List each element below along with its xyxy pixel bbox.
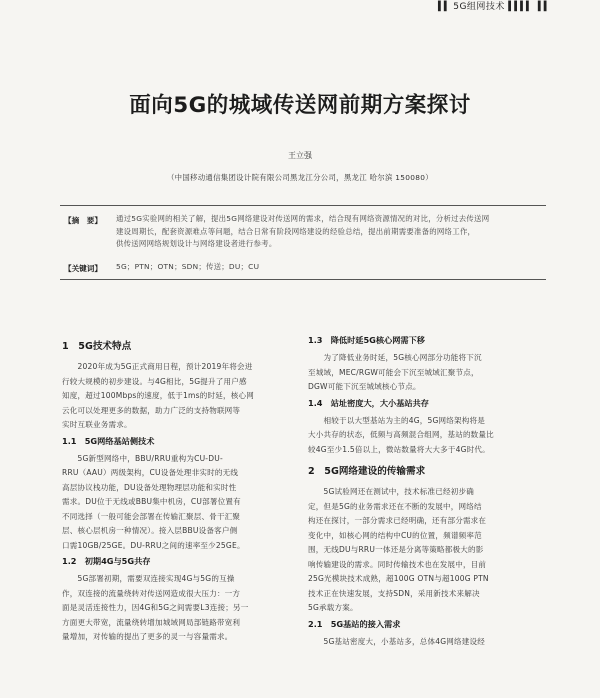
subsection-heading: 1.4 站址密度大，大小基站共存: [308, 397, 429, 408]
abstract-top-rule: [60, 205, 546, 206]
paragraph-line: 方面更大带宽，流量绕转增加城域网局部链路带宽利: [62, 617, 241, 627]
keywords-label: 【关键词】: [64, 264, 102, 273]
subsection-heading: 1.3 降低时延5G核心网需下移: [308, 335, 425, 345]
paragraph-line: 高层协议栈功能，DU设备处理物理层功能和实时性: [62, 482, 237, 492]
paragraph-line: 5G新型网络中，BBU/RRU重构为CU-DU-: [62, 453, 223, 463]
abstract-label: 【摘 要】: [64, 216, 102, 225]
body-paragraph: [308, 351, 546, 395]
body-paragraph: [308, 485, 546, 616]
left-column: [62, 332, 296, 648]
paragraph-line: 需求。DU位于无线或BBU集中机房，CU部署位置有: [62, 497, 241, 506]
paragraph-line: 响传输建设的需求。同时传输技术也在发展中，目前: [308, 559, 487, 569]
paragraph-line: 变化中，如核心网的结构中CU的位置，频谱频率范: [308, 530, 482, 540]
paper-title: 面向5G的城域传送网前期方案探讨: [129, 93, 471, 118]
paragraph-line: 面是灵活连接性力，因4G和5G之间需要L3连接；另一: [62, 603, 249, 612]
subsection-heading: 1.1 5G网络基站侧技术: [62, 435, 155, 446]
paragraph-line: 技术正在快速发展，支持SDN，采用新技术来解决: [308, 588, 480, 598]
abstract-line: 建设周期长，配套资源难点等问题，结合日常有阶段网络建设的经验总结，提出前期需要准备的网络工作，: [116, 226, 476, 236]
abstract-line: 供传送网网络规划设计与网络建设者进行参考。: [116, 239, 277, 248]
header-marks-right: ▌▌▌▌ ▌▌: [508, 2, 550, 12]
body-paragraph: [62, 360, 296, 433]
subsection-heading: 2.1 5G基站的接入需求: [308, 618, 401, 629]
paragraph-line: 实时互联业务需求。: [62, 420, 132, 429]
section-heading: 1 5G技术特点: [62, 341, 132, 352]
abstract-line: 通过5G实验网的相关了解，提出5G网络建设对传送网的需求，结合现有网络资源情况的对比，分析过去传送网: [116, 214, 490, 223]
paragraph-line: 为了降低业务时延，5G核心网部分功能将下沉: [308, 353, 482, 362]
author-affiliation: （中国移动通信集团设计院有限公司黑龙江分公司，黑龙江 哈尔滨 150080）: [166, 173, 434, 182]
paragraph-line: 层、核心层机房一种情况）。接入层BBU设备客户侧: [62, 526, 238, 535]
running-header: [438, 0, 600, 14]
header-section-tag: 5G组网技术: [453, 2, 505, 12]
paragraph-line: 大小共存的状态，低频与高频混合组网，基站的数量比: [308, 430, 494, 439]
paragraph-line: 不同选择（一般可能会部署在传输汇聚层、骨干汇聚: [62, 511, 241, 521]
author-name: 王立强: [288, 151, 312, 160]
header-marks-left: ▌▌: [438, 2, 450, 12]
paragraph-line: 25G光模块技术成熟，超100G OTN与超100G PTN: [308, 574, 489, 583]
section-heading: 2 5G网络建设的传输需求: [308, 466, 426, 477]
paragraph-line: 口需10GB/25GE。DU-RRU之间的速率至少25GE。: [62, 540, 245, 550]
body-paragraph: [308, 635, 546, 650]
paragraph-line: 构还在探讨，一部分需求已经明确，还有部分需求在: [308, 516, 487, 525]
paragraph-line: 5G承载方案。: [308, 603, 358, 612]
paragraph-line: 相较于以大型基站为主的4G，5G网络架构将是: [308, 415, 486, 425]
paragraph-line: 5G试验网还在测试中，技术标准已经初步确: [308, 487, 474, 496]
keywords-text: 5G；PTN；OTN；SDN；传送；DU；CU: [116, 262, 260, 271]
body-paragraph: [62, 572, 296, 645]
paragraph-line: 行较大规模的初步建设。与4G相比，5G提升了用户感: [62, 376, 247, 386]
paragraph-line: 5G部署初期，需要双连接实现4G与5G的互操: [62, 574, 235, 583]
body-paragraph: [308, 414, 546, 458]
paragraph-line: 较4G至少1.5倍以上，微站数量将大大多于4G时代。: [308, 444, 490, 454]
paragraph-line: 云化可以处理更多的数据，助力广泛的支持物联网等: [62, 405, 241, 415]
abstract-bottom-rule: [60, 279, 546, 280]
paragraph-line: 知度，超过100Mbps的速度，低于1ms的时延，核心网: [62, 391, 254, 400]
right-column: [308, 332, 546, 652]
paragraph-line: 量增加，对传输的提出了更多的灵一与容量需求。: [62, 632, 233, 641]
paragraph-line: RRU（AAU）两级架构，CU设备处理非实时的无线: [62, 468, 239, 477]
paragraph-line: DGW可能下沉至城域核心节点。: [308, 382, 421, 391]
paragraph-line: 定，但是5G的业务需求还在不断的发展中，网络结: [308, 501, 482, 511]
paragraph-line: 作，双连接的流量绕转对传送网造成很大压力：一方: [62, 588, 241, 598]
abstract-text: [116, 213, 546, 251]
paragraph-line: 2020年成为5G正式商用日程，预计2019年将会进: [62, 362, 253, 371]
paragraph-line: 5G基站密度大，小基站多，总体4G网络建设经: [308, 636, 486, 646]
paragraph-line: 围，无线DU与RRU一体还是分离等策略都极大的影: [308, 545, 484, 554]
paragraph-line: 至城域，MEC/RGW可能会下沉至城域汇聚节点，: [308, 367, 479, 377]
subsection-heading: 1.2 初期4G与5G共存: [62, 556, 151, 566]
body-paragraph: [62, 452, 296, 554]
